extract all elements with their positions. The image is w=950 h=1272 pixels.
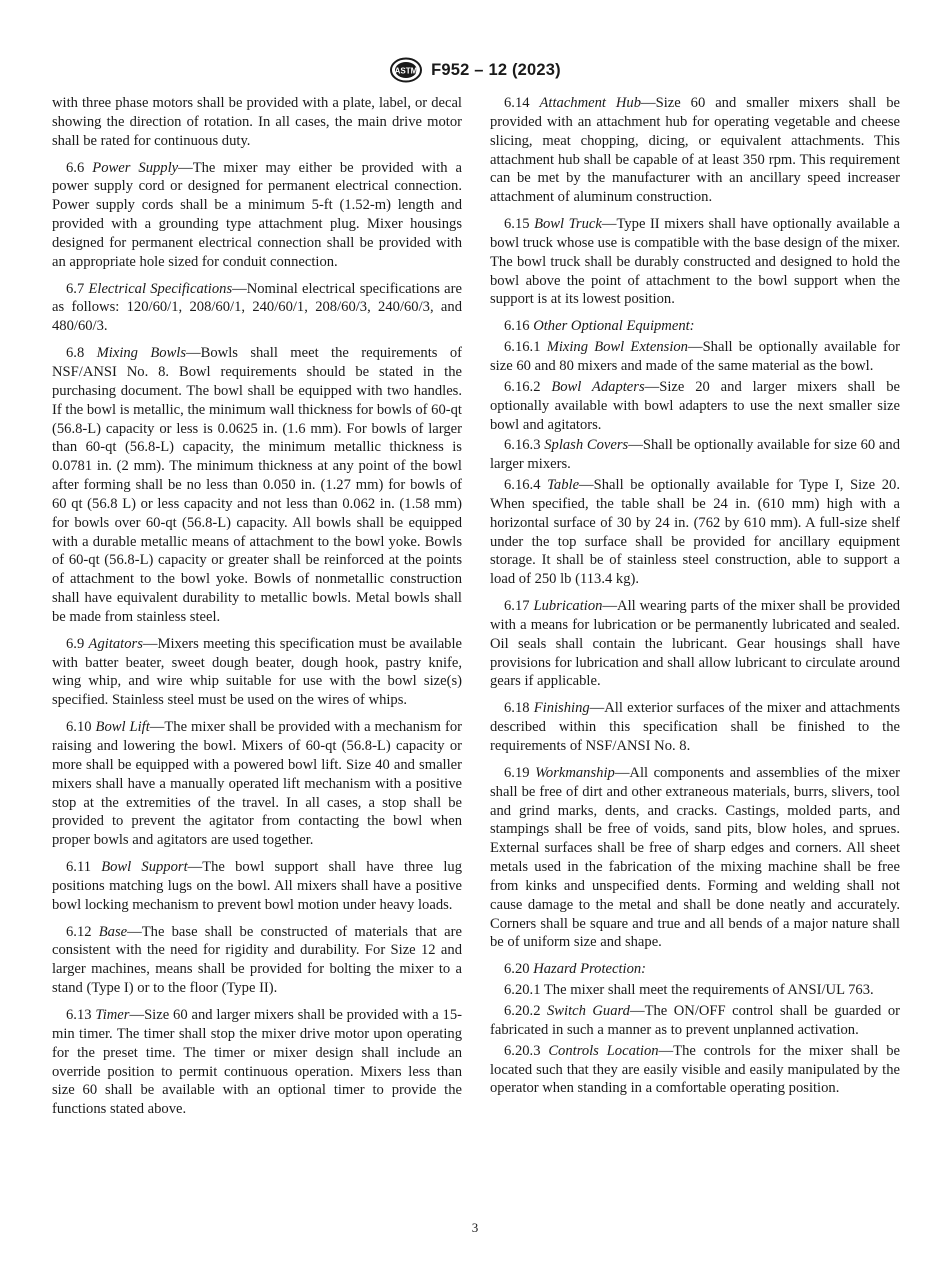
section-6-20-2: 6.20.2 Switch Guard—The ON/OFF control shall be guarded or fabricated in such a manner as to prevent unplanned activation. — [490, 1002, 900, 1038]
section-6-12: 6.12 Base—The base shall be constructed of materials that are consistent with the need for rigidity and durability. For Size 12 and larger machines, means shall be provided for bolting the mixer to a stand (Type I) or to the floor (Type II). — [52, 923, 462, 997]
section-6-10: 6.10 Bowl Lift—The mixer shall be provided with a mechanism for raising and lowering the bowl. Mixers of 60-qt (56.8-L) capacity or more shall be equipped with a powered bowl lift. Size 40 and smaller mixers shall have a manually operated lift mechanism with a positive stop at the extremities of the travel. In all cases, a stop shall be provided to prevent the agitator from contacting the bowl when proper bowls and agitators are used together. — [52, 719, 462, 849]
section-6-13: 6.13 Timer—Size 60 and larger mixers shall be provided with a 15-min timer. The timer shall stop the mixer drive motor upon operating for the preset time. The timer or mixer design shall include an override position to permit continuous operation. Mixers less than size 60 shall be available with an optional timer to provide the functions stated above. — [52, 1006, 462, 1118]
section-6-8: 6.8 Mixing Bowls—Bowls shall meet the requirements of NSF/ANSI No. 8. Bowl requirements should be stated in the purchasing document. The bowl shall be equipped with two handles. If the bowl is metallic, the minimum wall thickness for bowls of 60-qt (56.8-L) capacity or less is 0.0625 in. (1.6 mm). For bowls of larger than 60-qt (56.8-L) capacity, the minimum metallic thickness is 0.0781 in. (2 mm). The minimum thickness at any point of the bowl after forming shall be no less than 0.050 in. (1.27 mm) for bowls of 60 qt (56.8 L) or less capacity and not less than 0.062 in. (1.58 mm) for bowls over 60-qt (56.8-L) capacity. All bowls shall be equipped with a durable metallic means of attachment to the bowl yoke. Bowls of 60-qt (56.8-L) capacity or greater shall be reinforced at the points of attachment to the bowl yoke. Bowls of nonmetallic construction shall have equivalent durability to metallic bowls. Metal bowls shall be made from stainless steel. — [52, 345, 462, 625]
section-6-11: 6.11 Bowl Support—The bowl support shall have three lug positions matching lugs on the bowl. All mixers shall have a positive bowl locking mechanism to prevent bowl motion under heavy loads. — [52, 859, 462, 913]
page-number: 3 — [471, 1220, 479, 1235]
section-6-14: 6.14 Attachment Hub—Size 60 and smaller mixers shall be provided with an attachment hub for operating vegetable and cheese slicing, meat chopping, dicing, or equivalent attachments. This attachment hub shall be capable of at least 350 rpm. This requirement can be met by the manufacturer with an ancillary speed increaser attachment of aluminum construction. — [490, 95, 900, 206]
section-6-16-1: 6.16.1 Mixing Bowl Extension—Shall be optionally available for size 60 and 80 mixers and made of the same material as the bowl. — [490, 339, 900, 374]
left-column — [52, 94, 462, 1119]
section-6-7: 6.7 Electrical Specifications—Nominal electrical specifications are as follows: 120/60/1, 208/60/1, 240/60/1, 208/60/3, 240/60/3, and 480/60/3. — [52, 280, 462, 335]
astm-logo-icon — [389, 57, 423, 83]
page-header — [0, 58, 950, 82]
section-6-16-3: 6.16.3 Splash Covers—Shall be optionally available for size 60 and larger mixers. — [490, 437, 901, 473]
right-column — [490, 94, 900, 1098]
section-6-15: 6.15 Bowl Truck—Type II mixers shall have optionally available a bowl truck whose use is compatible with the base design of the mixer. The bowl truck shall be durably constructed and designed to hold the bowl above the point of attachment to the bowl support when the support is at its lowest position. — [490, 216, 900, 308]
document-designation: F952 – 12 (2023) — [431, 60, 561, 79]
section-6-19: 6.19 Workmanship—All components and assemblies of the mixer shall be free of dirt and other extraneous materials, burrs, slivers, tool and grind marks, dents, and cracks. Castings, molded parts, and stampings shall be free of voids, sand pits, blow holes, and sprues. External surfaces shall be free of sharp edges and corners. All sheet metals used in the fabrication of the mixing machine shall be free from kinks and unspecified dents. Forming and welding shall not cause damage to the metal and shall be done neatly and accurately. Corners shall be square and true and all bends of a major nature shall be of uniform size and shape. — [490, 764, 901, 951]
section-6-16-4: 6.16.4 Table—Shall be optionally available for Type I, Size 20. When specified, the table shall be 24 in. (610 mm) high with a horizontal surface of 30 by 24 in. (762 by 610 mm). A full-size shelf under the top surface shall be provided for ancillary equipment storage. It shall be of stainless steel construction, able to support a load of 250 lb (113.4 kg). — [490, 477, 901, 588]
section-6-6: 6.6 Power Supply—The mixer may either be provided with a power supply cord or designed for permanent electrical connection. Power supply cords shall be a minimum 5-ft (1.52-m) length and provided with a grounding type attachment plug. Mixer housings designed for permanent electrical connection shall be provided with an appropriate hole sized for conduit connection. — [52, 159, 462, 270]
section-6-20-1: 6.20.1 The mixer shall meet the requirements of ANSI/UL 763. — [504, 982, 874, 999]
section-6-17: 6.17 Lubrication—All wearing parts of the mixer shall be provided with a means for lubrication or be permanently lubricated and sealed. Oil seals shall contain the lubricant. Gear housings shall have provisions for lubrication and shall allow lubricant to circulate around gears if applicable. — [490, 598, 900, 690]
logo-text: ASTM — [394, 66, 418, 76]
section-6-18: 6.18 Finishing—All exterior surfaces of the mixer and attachments described within this specification shall be finished to the requirements of NSF/ANSI No. 8. — [490, 700, 901, 754]
paragraph-continuation: with three phase motors shall be provided with a plate, label, or decal showing the direction of rotation. In all cases, the main drive motor shall be rated for continuous duty. — [52, 95, 462, 149]
section-6-16-2: 6.16.2 Bowl Adapters—Size 20 and larger mixers shall be optionally available with bowl adapters to use the next smaller size bowl and agitators. — [490, 378, 900, 433]
section-6-20: 6.20 Hazard Protection: — [504, 961, 647, 978]
section-6-16: 6.16 Other Optional Equipment: — [504, 318, 695, 335]
section-6-9: 6.9 Agitators—Mixers meeting this specification must be available with batter beater, sweet dough beater, dough hook, pastry knife, wing whip, and wire whip suitable for use with the bowl size(s) specified. Stainless steel must be used on the wires of whips. — [52, 635, 462, 709]
section-6-20-3: 6.20.3 Controls Location—The controls for the mixer shall be located such that they are easily visible and easily manipulated by the operator when standing in a comfortable operating position. — [490, 1042, 900, 1097]
